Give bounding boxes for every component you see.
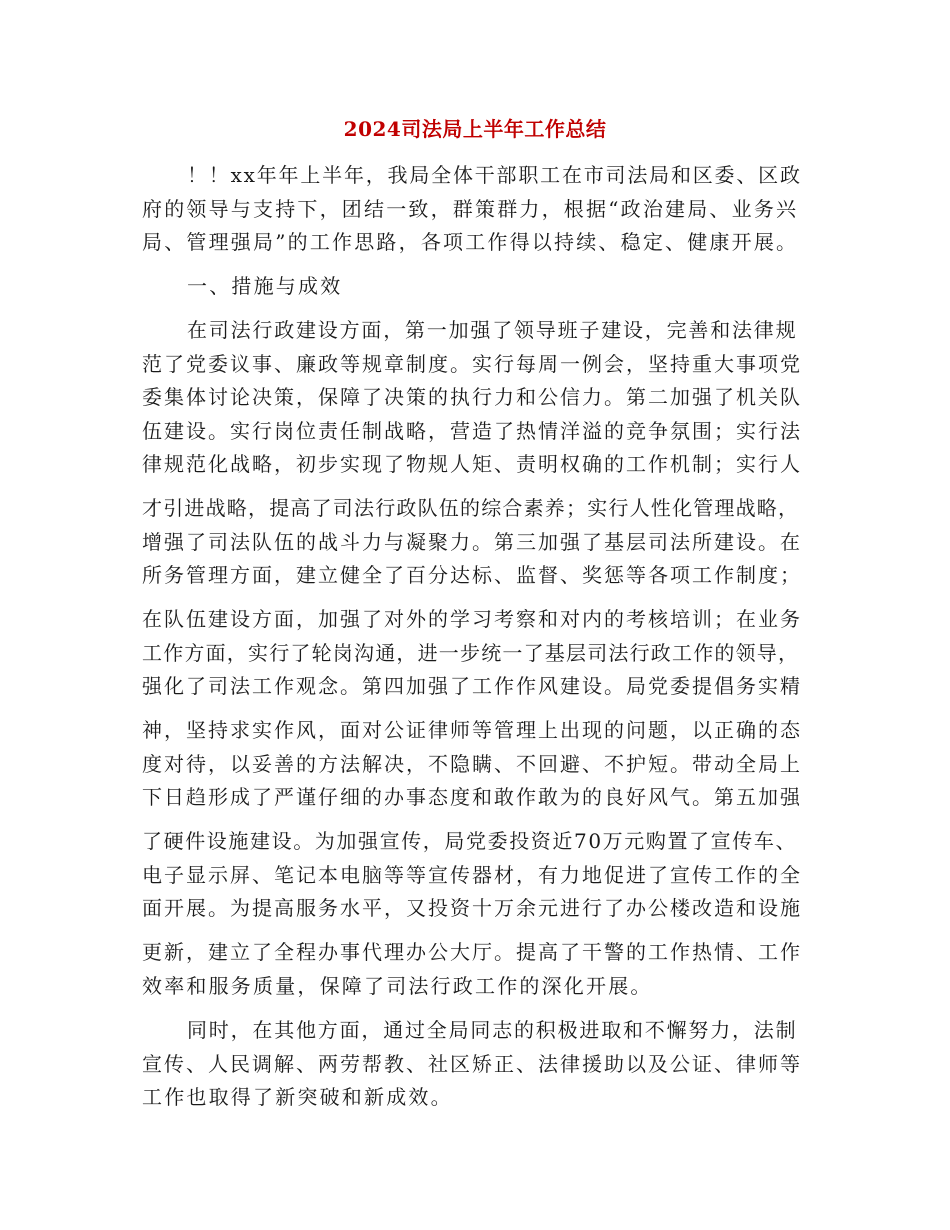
paragraph-line: 在队伍建设方面，加强了对外的学习考察和对内的考核培训；在业务 bbox=[142, 607, 802, 631]
paragraph-line: 效率和服务质量，保障了司法行政工作的深化开展。 bbox=[142, 974, 653, 998]
paragraph-line: 更新，建立了全程办事代理办公大厅。提高了干警的工作热情、工作 bbox=[142, 940, 802, 964]
paragraph-line: 伍建设。实行岗位责任制战略，营造了热情洋溢的竞争氛围；实行法 bbox=[142, 419, 802, 443]
paragraph-line: 面开展。为提高服务水平，又投资十万余元进行了办公楼改造和设施 bbox=[142, 896, 802, 920]
paragraph-line: 电子显示屏、笔记本电脑等等宣传器材，有力地促进了宣传工作的全 bbox=[142, 863, 802, 887]
document-title: 2024司法局上半年工作总结 bbox=[343, 117, 607, 141]
section-heading: 一、措施与成效 bbox=[187, 274, 343, 298]
paragraph-line: 了硬件设施建设。为加强宣传，局党委投资近70万元购置了宣传车、 bbox=[142, 829, 798, 853]
paragraph-line: 工作也取得了新突破和新成效。 bbox=[142, 1085, 453, 1109]
paragraph-line: 增强了司法队伍的战斗力与凝聚力。第三加强了基层司法所建设。在 bbox=[142, 530, 802, 554]
paragraph-line: 度对待，以妥善的方法解决，不隐瞒、不回避、不护短。带动全局上 bbox=[142, 752, 802, 776]
paragraph-line: 府的领导与支持下，团结一致，群策群力，根据“政治建局、业务兴 bbox=[142, 197, 799, 221]
paragraph-line: 宣传、人民调解、两劳帮教、社区矫正、法律援助以及公证、律师等 bbox=[142, 1052, 802, 1076]
paragraph-line: ！！xx年年上半年，我局全体干部职工在市司法局和区委、区政 bbox=[187, 163, 802, 187]
paragraph-line: 所务管理方面，建立健全了百分达标、监督、奖惩等各项工作制度； bbox=[142, 563, 802, 587]
paragraph-line: 神，坚持求实作风，面对公证律师等管理上出现的问题，以正确的态 bbox=[142, 718, 802, 742]
paragraph-line: 强化了司法工作观念。第四加强了工作作风建设。局党委提倡务实精 bbox=[142, 674, 802, 698]
paragraph-line: 委集体讨论决策，保障了决策的执行力和公信力。第二加强了机关队 bbox=[142, 385, 802, 409]
paragraph-line: 才引进战略，提高了司法行政队伍的综合素养；实行人性化管理战略， bbox=[142, 496, 800, 520]
paragraph-line: 在司法行政建设方面，第一加强了领导班子建设，完善和法律规 bbox=[187, 318, 798, 342]
paragraph-line: 局、管理强局”的工作思路，各项工作得以持续、稳定、健康开展。 bbox=[142, 230, 799, 254]
paragraph-line: 范了党委议事、廉政等规章制度。实行每周一例会，坚持重大事项党 bbox=[142, 352, 802, 376]
paragraph-line: 工作方面，实行了轮岗沟通，进一步统一了基层司法行政工作的领导， bbox=[142, 641, 800, 665]
paragraph-line: 律规范化战略，初步实现了物规人矩、责明权确的工作机制；实行人 bbox=[142, 452, 802, 476]
paragraph-line: 下日趋形成了严谨仔细的办事态度和敢作敢为的良好风气。第五加强 bbox=[142, 785, 802, 809]
paragraph-line: 同时，在其他方面，通过全局同志的积极进取和不懈努力，法制 bbox=[187, 1018, 798, 1042]
